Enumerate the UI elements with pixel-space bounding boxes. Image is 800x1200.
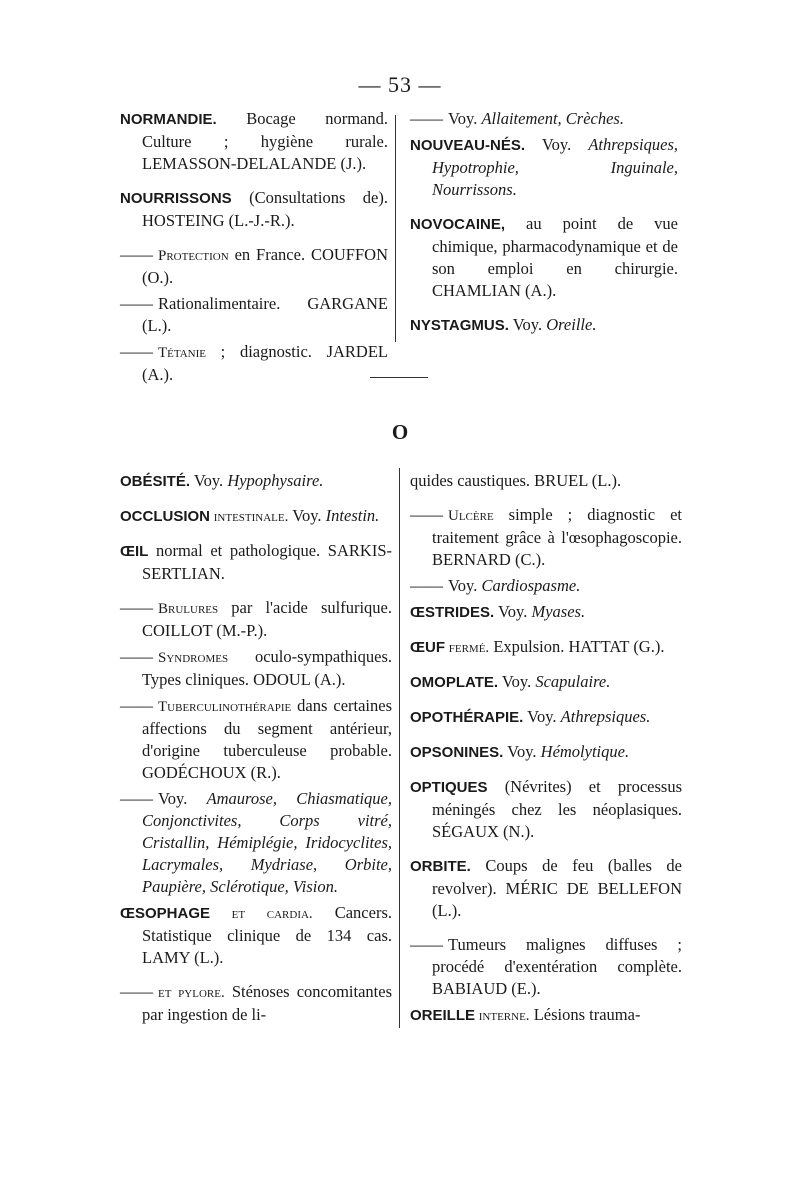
- page-number: — 53 —: [358, 72, 442, 97]
- entry-headword: OPOTHÉRAPIE.: [410, 709, 524, 726]
- entry-smallcaps: fermé.: [445, 640, 490, 656]
- entry-crossref: Intestin.: [325, 506, 380, 525]
- entry-headword: OREILLE: [410, 1007, 476, 1024]
- entry-headword: ŒSTRIDES.: [410, 604, 495, 621]
- index-entry: [120, 902, 392, 969]
- entry-text: en France. COUFFON (O.).: [142, 245, 388, 287]
- entry-text: par l'acide sulfurique. COILLOT (M.-P.).: [142, 598, 392, 640]
- entry-headword: ŒUF: [410, 639, 445, 656]
- entry-smallcaps: Ulcère: [448, 508, 494, 524]
- index-column-left: [120, 470, 392, 1030]
- index-subentry: [120, 244, 388, 289]
- entry-dash: ——: [410, 935, 443, 954]
- entry-headword: NOURRISSONS: [120, 190, 232, 207]
- entry-text: Cancers. Statistique clinique de 134 cas. LAMY (L.).: [142, 903, 392, 967]
- column-divider: [395, 115, 396, 342]
- index-subentry: [120, 341, 388, 386]
- entry-crossref: Athrepsiques, Hypotrophie, Inguinale, Nourrissons.: [432, 135, 678, 199]
- entry-text: Coups de feu (balles de revolver). MÉRIC DE BELLEFON (L.).: [432, 856, 682, 920]
- entry-text: oculo-sympathiques. Types cliniques. ODOUL (A.).: [142, 647, 392, 689]
- entry-crossref: Hémolytique.: [540, 742, 630, 761]
- entry-dash: ——: [120, 647, 153, 666]
- entry-dash: ——: [120, 696, 153, 715]
- entry-headword: NYSTAGMUS.: [410, 317, 509, 334]
- entry-text: Sténoses concomitantes par ingestion de li-: [142, 982, 392, 1024]
- index-entry: [120, 108, 388, 175]
- index-subentry: [120, 597, 392, 642]
- entry-text: quides caustiques. BRUEL (L.).: [410, 471, 622, 490]
- entry-smallcaps: Syndromes: [158, 650, 229, 666]
- entry-smallcaps: interne.: [475, 1008, 530, 1024]
- index-subentry: [410, 504, 682, 571]
- entry-text: Lésions trauma-: [529, 1005, 641, 1024]
- entry-crossref: Athrepsiques.: [560, 707, 651, 726]
- entry-crossref: Hypophysaire.: [227, 471, 324, 490]
- entry-text: Voy.: [190, 471, 228, 490]
- entry-smallcaps: et cardia.: [210, 906, 313, 922]
- entry-headword: OMOPLATE.: [410, 674, 499, 691]
- entry-text: ; diagnostic. JARDEL (A.).: [142, 342, 388, 384]
- entry-text: simple ; diagnostic et traitement grâce à l'œsophagoscopie. BERNARD (C.).: [432, 505, 682, 569]
- index-entry: [120, 470, 392, 493]
- index-entry: [120, 505, 392, 528]
- index-subentry: [410, 575, 682, 597]
- entry-text: Rationalimentaire. GARGANE (L.).: [142, 294, 388, 335]
- entry-text: Voy.: [525, 135, 589, 154]
- entry-text: au point de vue chimique, pharmacodynamique et de son emploi en chirurgie. CHAMLIAN (A.).: [432, 214, 678, 300]
- index-subentry: [120, 646, 392, 691]
- entry-text: Voy.: [448, 109, 482, 128]
- index-subentry: [120, 293, 388, 337]
- entry-text: Voy.: [448, 576, 482, 595]
- entry-headword: ŒIL: [120, 543, 149, 560]
- entry-headword: NORMANDIE.: [120, 111, 217, 128]
- index-entry: [410, 1004, 682, 1027]
- entry-dash: ——: [120, 294, 153, 313]
- entry-dash: ——: [120, 245, 153, 264]
- entry-smallcaps: Brulures: [158, 601, 219, 617]
- entry-text: Voy.: [508, 315, 547, 334]
- entry-dash: ——: [120, 789, 153, 808]
- entry-text: Voy.: [494, 602, 532, 621]
- column-divider: [399, 468, 400, 1028]
- entry-text: normal et pathologique. SARKIS-SERTLIAN.: [142, 541, 392, 583]
- entry-dash: ——: [410, 505, 443, 524]
- index-continuation: [410, 470, 682, 492]
- entry-smallcaps: Protection: [158, 248, 229, 264]
- entry-text: Voy.: [498, 672, 536, 691]
- index-entry: [410, 314, 678, 337]
- entry-text: Tumeurs malignes diffuses ; procédé d'exentération complète. BABIAUD (E.).: [432, 935, 682, 998]
- index-entry: [410, 741, 682, 764]
- entry-crossref: Oreille.: [546, 315, 597, 334]
- entry-crossref: Scapulaire.: [535, 672, 611, 691]
- entry-smallcaps: et pylore.: [158, 985, 225, 1001]
- entry-smallcaps: intestinale.: [210, 509, 289, 525]
- entry-dash: ——: [410, 576, 443, 595]
- index-column-right: [410, 470, 682, 1039]
- entry-headword: ŒSOPHAGE: [120, 905, 211, 922]
- index-entry: [410, 213, 678, 302]
- entry-headword: ORBITE.: [410, 858, 471, 875]
- entry-headword: OPTIQUES: [410, 779, 488, 796]
- entry-dash: ——: [410, 109, 443, 128]
- index-entry: [410, 636, 682, 659]
- index-entry: [410, 855, 682, 922]
- index-entry: [410, 706, 682, 729]
- entry-crossref: Allaitement, Crèches.: [481, 109, 624, 128]
- index-subentry: [120, 695, 392, 784]
- entry-headword: NOUVEAU-NÉS.: [410, 137, 526, 154]
- index-column-left-top: [120, 108, 388, 390]
- entry-crossref: Amaurose, Chiasmatique, Conjonctivites, Corps vitré, Cristallin, Hémiplégie, Iridocyclites, Lacrymales, Mydriase, Orbite, Paupière, Sclérotique, Vision.: [142, 789, 392, 896]
- entry-headword: OBÉSITÉ.: [120, 473, 191, 490]
- entry-crossref: Myases.: [531, 602, 586, 621]
- entry-text: Voy.: [523, 707, 561, 726]
- entry-dash: ——: [120, 982, 153, 1001]
- section-letter: O: [391, 420, 409, 444]
- index-entry: [410, 134, 678, 201]
- entry-text: Bocage normand. Culture ; hygiène rurale. LEMASSON-DELALANDE (J.).: [142, 109, 388, 173]
- entry-text: dans certaines affections du segment antérieur, d'origine tuberculeuse probable. GODÉCHOUX (R.).: [142, 696, 392, 782]
- entry-text: Expulsion. HATTAT (G.).: [489, 637, 665, 656]
- entry-headword: NOVOCAINE,: [410, 216, 506, 233]
- entry-crossref: Cardiospasme.: [481, 576, 581, 595]
- entry-dash: ——: [120, 342, 153, 361]
- entry-smallcaps: Tétanie: [158, 345, 206, 361]
- entry-text: Voy.: [288, 506, 326, 525]
- index-subentry: [120, 981, 392, 1026]
- index-entry: [120, 187, 388, 232]
- entry-text: Voy.: [158, 789, 207, 808]
- index-subentry: [120, 788, 392, 898]
- index-entry: [410, 776, 682, 843]
- index-subentry: [410, 108, 678, 130]
- index-entry: [120, 540, 392, 585]
- index-entry: [410, 601, 682, 624]
- entry-headword: OCCLUSION: [120, 508, 210, 525]
- entry-dash: ——: [120, 598, 153, 617]
- entry-text: (Consultations de). HOSTEING (L.-J.-R.).: [142, 188, 388, 230]
- entry-text: (Névrites) et processus méningés chez les néoplasiques. SÉGAUX (N.).: [432, 777, 682, 841]
- index-column-right-top: [410, 108, 678, 349]
- entry-text: Voy.: [503, 742, 541, 761]
- index-entry: [410, 671, 682, 694]
- entry-smallcaps: Tuberculinothérapie: [158, 699, 292, 715]
- index-subentry: [410, 934, 682, 1000]
- entry-headword: OPSONINES.: [410, 744, 504, 761]
